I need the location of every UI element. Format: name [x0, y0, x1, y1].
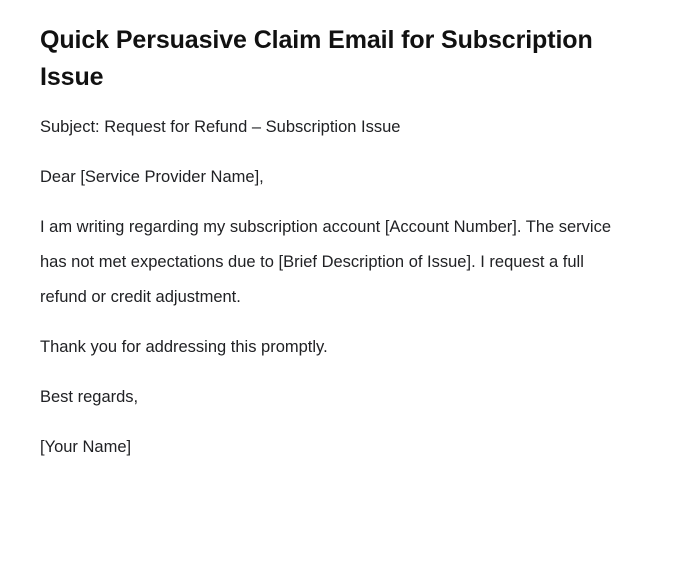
email-signoff: Best regards,	[40, 388, 139, 406]
email-body-paragraph: I am writing regarding my subscription account [Account Number]. The service has not met expectations due to [Brief Description of Issue]. I request a full refund or credit adjustment.	[40, 218, 612, 306]
email-salutation: Dear [Service Provider Name],	[40, 168, 264, 186]
email-subject-line: Subject: Request for Refund – Subscription Issue	[40, 118, 401, 136]
email-sender-name: [Your Name]	[40, 438, 132, 456]
document-body	[40, 110, 660, 465]
page-title: Quick Persuasive Claim Email for Subscription Issue	[40, 26, 593, 91]
email-closing-thanks: Thank you for addressing this promptly.	[40, 338, 328, 356]
